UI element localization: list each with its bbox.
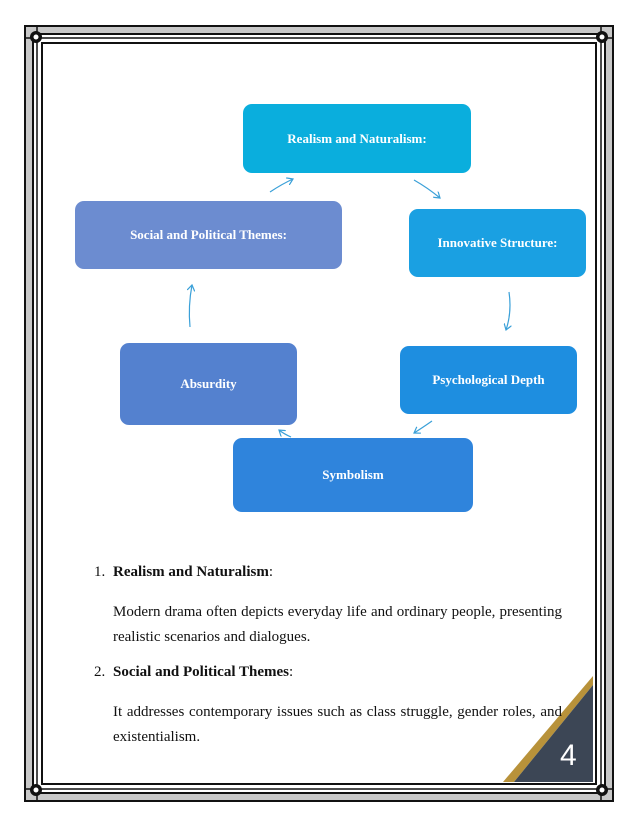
node-psychological-depth [400, 346, 577, 414]
list-item-description: It addresses contemporary issues such as class struggle, gender roles, and existentialism. [113, 704, 562, 745]
node-symbolism [233, 438, 473, 512]
list-item-heading [94, 564, 562, 586]
node-label: Social and Political Themes: [130, 227, 287, 242]
node-label: Innovative Structure: [437, 235, 558, 250]
node-label: Realism and Naturalism: [287, 130, 427, 146]
node-absurdity [120, 343, 297, 425]
list-item-title: Social and Political Themes [113, 664, 289, 680]
page-number: 4 [560, 739, 577, 772]
node-realism-and-naturalism [243, 104, 471, 173]
list-item-colon: : [268, 564, 274, 580]
list-item-number: 1. [94, 564, 106, 580]
list-item [94, 664, 562, 750]
list-item-colon: : [288, 664, 294, 680]
numbered-list [94, 564, 562, 750]
list-item [94, 564, 562, 650]
list-item-number: 2. [94, 664, 106, 680]
list-item-title: Realism and Naturalism [113, 564, 269, 580]
node-label: Absurdity [180, 376, 237, 391]
node-social-and-political-themes [75, 201, 342, 269]
list-item-heading [94, 664, 562, 686]
list-item-description: Modern drama often depicts everyday life and ordinary people, presenting realistic scenarios and dialogues. [113, 604, 562, 645]
node-label: Psychological Depth [432, 372, 545, 387]
node-innovative-structure [409, 209, 586, 277]
node-label: Symbolism [322, 467, 384, 482]
